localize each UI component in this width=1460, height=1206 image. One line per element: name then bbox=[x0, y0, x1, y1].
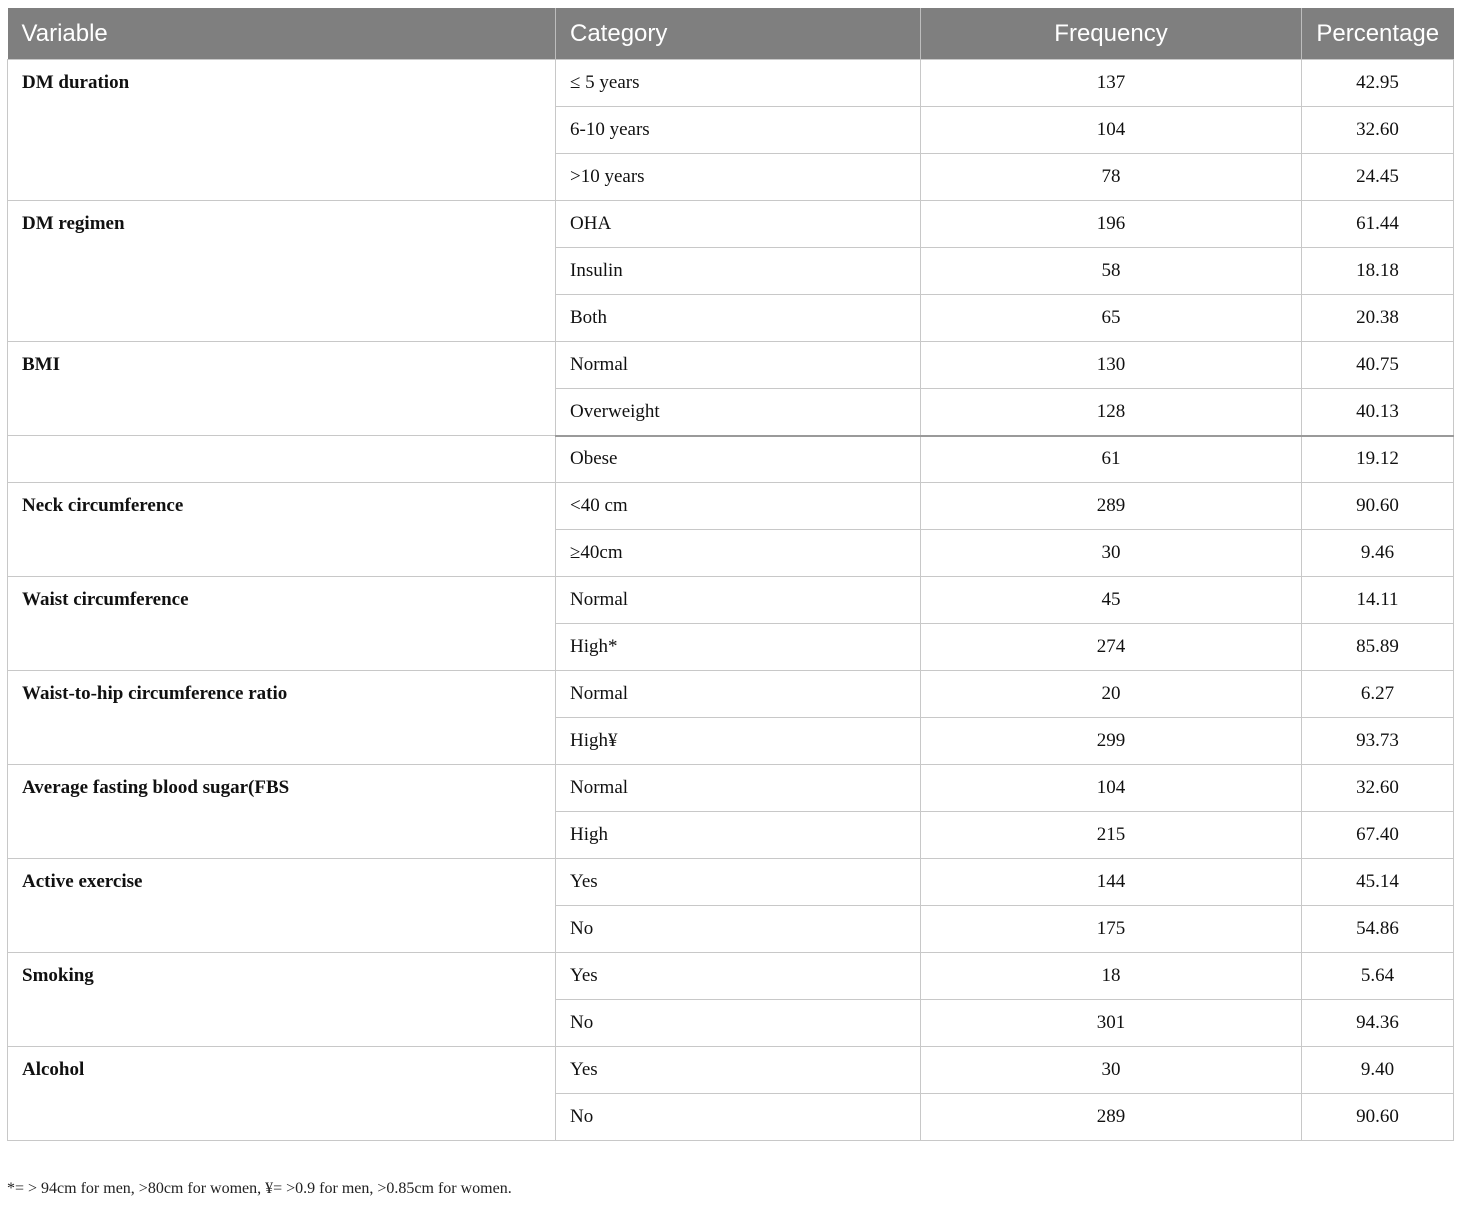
frequency-cell: 45 bbox=[921, 577, 1302, 624]
table-row bbox=[8, 60, 1454, 107]
category-cell: Insulin bbox=[556, 248, 921, 295]
percentage-cell: 9.46 bbox=[1302, 530, 1454, 577]
category-cell: Both bbox=[556, 295, 921, 342]
category-cell: Normal bbox=[556, 671, 921, 718]
clinical-characteristics-table bbox=[7, 8, 1454, 1141]
variable-cell: Average fasting blood sugar(FBS bbox=[8, 765, 556, 859]
table-row bbox=[8, 483, 1454, 530]
percentage-cell: 5.64 bbox=[1302, 953, 1454, 1000]
frequency-cell: 175 bbox=[921, 906, 1302, 953]
frequency-cell: 65 bbox=[921, 295, 1302, 342]
percentage-cell: 45.14 bbox=[1302, 859, 1454, 906]
variable-cell: Waist-to-hip circumference ratio bbox=[8, 671, 556, 765]
frequency-cell: 289 bbox=[921, 1094, 1302, 1141]
header-category: Category bbox=[556, 8, 921, 60]
category-cell: No bbox=[556, 1094, 921, 1141]
percentage-cell: 32.60 bbox=[1302, 107, 1454, 154]
frequency-cell: 144 bbox=[921, 859, 1302, 906]
category-cell: Overweight bbox=[556, 389, 921, 436]
frequency-cell: 299 bbox=[921, 718, 1302, 765]
category-cell: Normal bbox=[556, 342, 921, 389]
variable-cell bbox=[8, 436, 556, 483]
header-frequency: Frequency bbox=[921, 8, 1302, 60]
table-row bbox=[8, 201, 1454, 248]
percentage-cell: 6.27 bbox=[1302, 671, 1454, 718]
category-cell: 6-10 years bbox=[556, 107, 921, 154]
percentage-cell: 90.60 bbox=[1302, 483, 1454, 530]
percentage-cell: 19.12 bbox=[1302, 436, 1454, 483]
percentage-cell: 42.95 bbox=[1302, 60, 1454, 107]
category-cell: Yes bbox=[556, 859, 921, 906]
variable-cell: Active exercise bbox=[8, 859, 556, 953]
percentage-cell: 54.86 bbox=[1302, 906, 1454, 953]
category-cell: High bbox=[556, 812, 921, 859]
category-cell: <40 cm bbox=[556, 483, 921, 530]
frequency-cell: 58 bbox=[921, 248, 1302, 295]
percentage-cell: 20.38 bbox=[1302, 295, 1454, 342]
variable-cell: Smoking bbox=[8, 953, 556, 1047]
percentage-cell: 32.60 bbox=[1302, 765, 1454, 812]
table-row bbox=[8, 1047, 1454, 1094]
category-cell: Obese bbox=[556, 436, 921, 483]
variable-cell: BMI bbox=[8, 342, 556, 436]
percentage-cell: 90.60 bbox=[1302, 1094, 1454, 1141]
percentage-cell: 40.75 bbox=[1302, 342, 1454, 389]
variable-cell: Neck circumference bbox=[8, 483, 556, 577]
frequency-cell: 130 bbox=[921, 342, 1302, 389]
frequency-cell: 30 bbox=[921, 530, 1302, 577]
category-cell: >10 years bbox=[556, 154, 921, 201]
percentage-cell: 24.45 bbox=[1302, 154, 1454, 201]
percentage-cell: 93.73 bbox=[1302, 718, 1454, 765]
category-cell: ≤ 5 years bbox=[556, 60, 921, 107]
frequency-cell: 196 bbox=[921, 201, 1302, 248]
frequency-cell: 274 bbox=[921, 624, 1302, 671]
table-row bbox=[8, 765, 1454, 812]
percentage-cell: 94.36 bbox=[1302, 1000, 1454, 1047]
frequency-cell: 18 bbox=[921, 953, 1302, 1000]
frequency-cell: 104 bbox=[921, 765, 1302, 812]
percentage-cell: 14.11 bbox=[1302, 577, 1454, 624]
header-variable: Variable bbox=[8, 8, 556, 60]
frequency-cell: 301 bbox=[921, 1000, 1302, 1047]
table-row bbox=[8, 671, 1454, 718]
table-footnote: *= > 94cm for men, >80cm for women, ¥= >0.9 for men, >0.85cm for women. bbox=[7, 1180, 512, 1197]
percentage-cell: 9.40 bbox=[1302, 1047, 1454, 1094]
percentage-cell: 18.18 bbox=[1302, 248, 1454, 295]
category-cell: OHA bbox=[556, 201, 921, 248]
variable-cell: DM duration bbox=[8, 60, 556, 201]
frequency-cell: 61 bbox=[921, 436, 1302, 483]
variable-cell: DM regimen bbox=[8, 201, 556, 342]
category-cell: Yes bbox=[556, 1047, 921, 1094]
category-cell: ≥40cm bbox=[556, 530, 921, 577]
frequency-cell: 289 bbox=[921, 483, 1302, 530]
frequency-cell: 20 bbox=[921, 671, 1302, 718]
frequency-cell: 104 bbox=[921, 107, 1302, 154]
table-header-row bbox=[8, 8, 1454, 60]
table-row bbox=[8, 953, 1454, 1000]
category-cell: No bbox=[556, 906, 921, 953]
table-row bbox=[8, 577, 1454, 624]
percentage-cell: 61.44 bbox=[1302, 201, 1454, 248]
table-row bbox=[8, 342, 1454, 389]
percentage-cell: 40.13 bbox=[1302, 389, 1454, 436]
category-cell: Normal bbox=[556, 577, 921, 624]
table-body bbox=[8, 60, 1454, 1141]
category-cell: High¥ bbox=[556, 718, 921, 765]
frequency-cell: 137 bbox=[921, 60, 1302, 107]
category-cell: High* bbox=[556, 624, 921, 671]
frequency-cell: 78 bbox=[921, 154, 1302, 201]
category-cell: Normal bbox=[556, 765, 921, 812]
header-percentage: Percentage bbox=[1302, 8, 1454, 60]
table-row bbox=[8, 436, 1454, 483]
percentage-cell: 85.89 bbox=[1302, 624, 1454, 671]
percentage-cell: 67.40 bbox=[1302, 812, 1454, 859]
frequency-cell: 128 bbox=[921, 389, 1302, 436]
frequency-cell: 30 bbox=[921, 1047, 1302, 1094]
data-table-container bbox=[7, 8, 1453, 1141]
variable-cell: Waist circumference bbox=[8, 577, 556, 671]
table-row bbox=[8, 859, 1454, 906]
variable-cell: Alcohol bbox=[8, 1047, 556, 1141]
frequency-cell: 215 bbox=[921, 812, 1302, 859]
category-cell: No bbox=[556, 1000, 921, 1047]
category-cell: Yes bbox=[556, 953, 921, 1000]
